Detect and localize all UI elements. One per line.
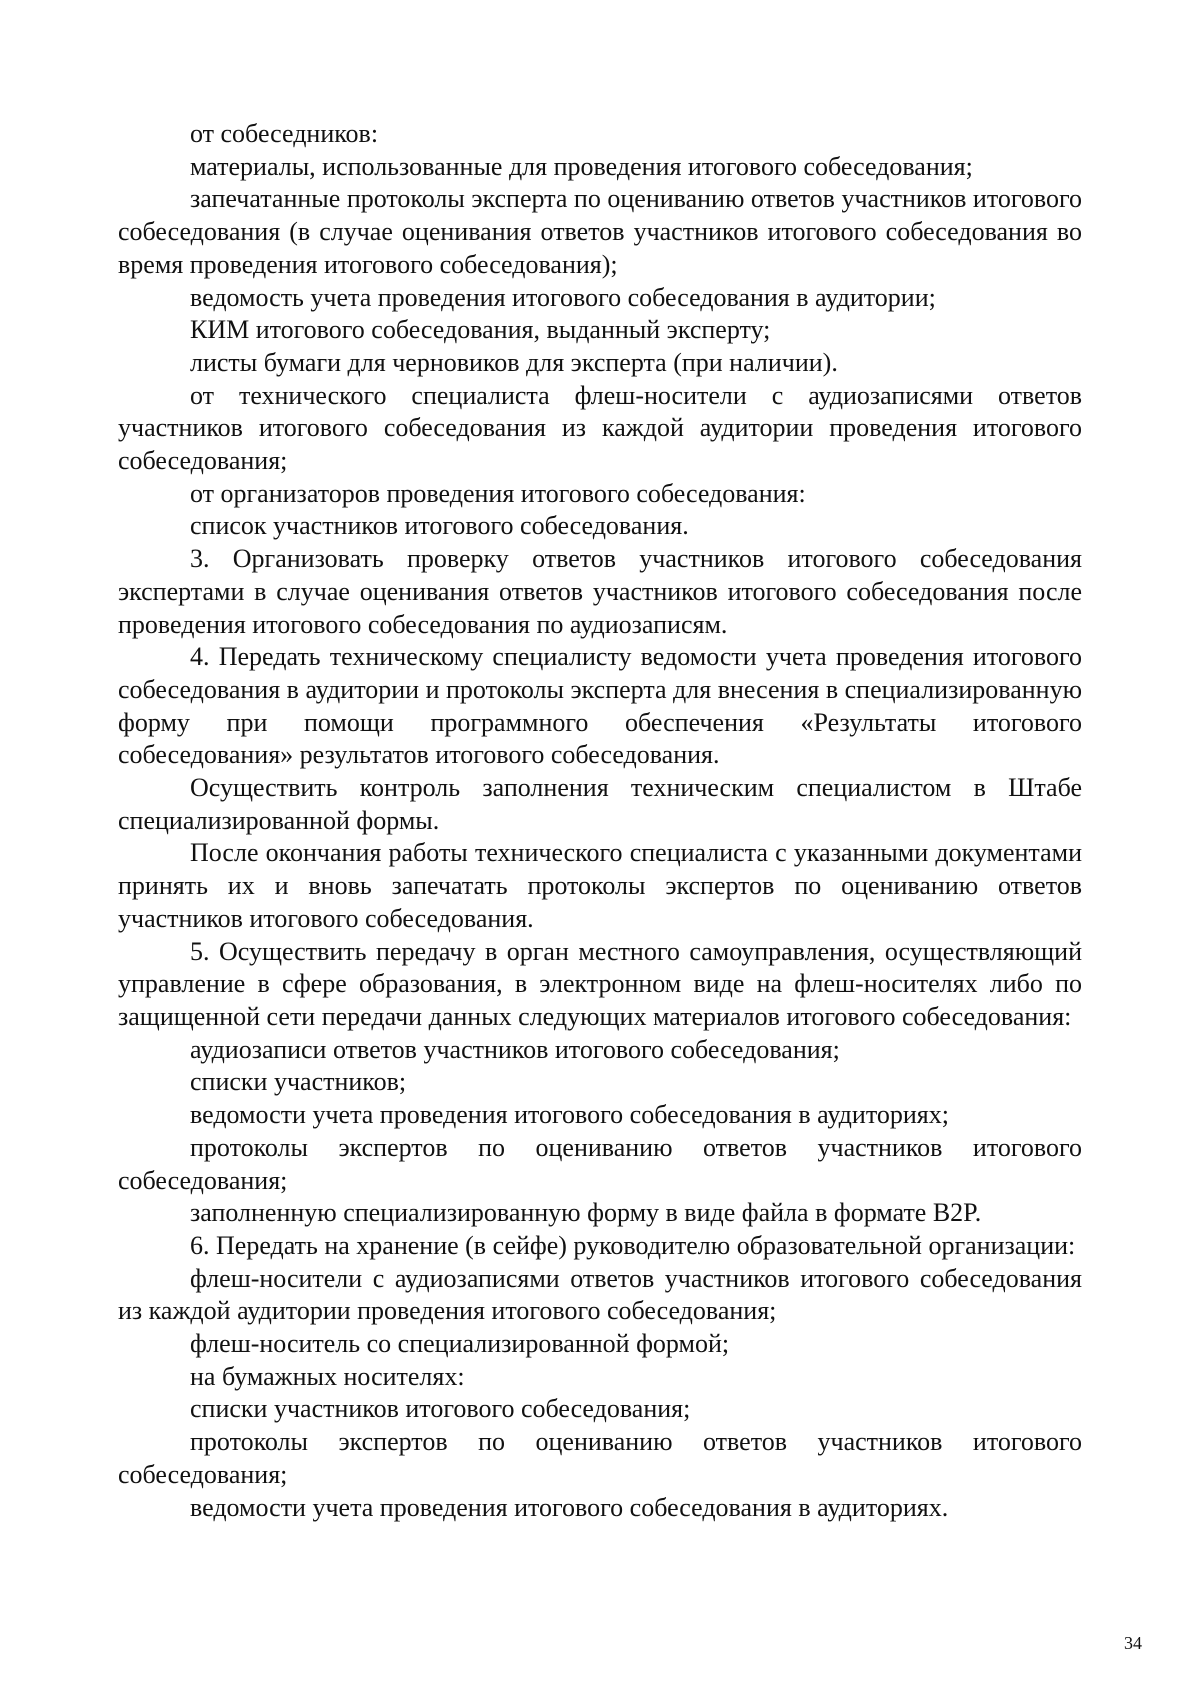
paragraph: списки участников; [190,1067,407,1097]
paragraph: КИМ итогового собеседования, выданный эксперту; [190,315,771,345]
paragraph: 3. Организовать проверку ответов участников итогового собеседования экспертами в случае оценивания ответов участников итогового собеседования после проведения итогового собеседования по аудиозаписям. [118,544,1082,639]
paragraph: протоколы экспертов по оцениванию ответов участников итогового собеседования; [118,1427,1082,1489]
page-number: 34 [1124,1633,1142,1653]
paragraph: ведомости учета проведения итогового собеседования в аудиториях; [190,1100,949,1130]
body-text [118,118,1082,1524]
paragraph: 5. Осуществить передачу в орган местного самоуправления, осуществляющий управление в сфере образования, в электронном виде на флеш-носителях либо по защищенной сети передачи данных следующих материалов итогового собеседования: [118,936,1082,1031]
paragraph: аудиозаписи ответов участников итогового собеседования; [190,1034,840,1064]
paragraph: флеш-носитель со специализированной формой; [190,1329,730,1359]
paragraph: Осуществить контроль заполнения техническим специалистом в Штабе специализированной формы. [118,773,1082,835]
paragraph: ведомость учета проведения итогового собеседования в аудитории; [190,282,936,312]
paragraph: материалы, использованные для проведения итогового собеседования; [190,151,973,181]
paragraph: список участников итогового собеседования. [190,511,689,541]
paragraph: 6. Передать на хранение (в сейфе) руководителю образовательной организации: [190,1230,1076,1260]
paragraph: флеш-носители с аудиозаписями ответов участников итогового собеседования из каждой аудитории проведения итогового собеседования; [118,1263,1082,1326]
paragraph: 4. Передать техническому специалисту ведомости учета проведения итогового собеседования в аудитории и протоколы эксперта для внесения в специализированную форму при помощи программного обеспечения «Результаты итогового собеседования» результатов итогового собеседования. [118,642,1082,770]
paragraph: листы бумаги для черновиков для эксперта (при наличии). [190,347,838,377]
paragraph: от организаторов проведения итогового собеседования: [190,478,806,508]
paragraph: на бумажных носителях: [190,1361,465,1391]
paragraph: запечатанные протоколы эксперта по оцениванию ответов участников итогового собеседования (в случае оценивания ответов участников итогового собеседования во время проведения итогового собеседования); [118,184,1082,279]
paragraph: от технического специалиста флеш-носители с аудиозаписями ответов участников итогового собеседования из каждой аудитории проведения итогового собеседования; [118,380,1082,476]
paragraph: протоколы экспертов по оцениванию ответов участников итогового собеседования; [118,1132,1082,1195]
paragraph: от собеседников: [190,119,379,148]
paragraph: После окончания работы технического специалиста с указанными документами принять их и вновь запечатать протоколы экспертов по оцениванию ответов участников итогового собеседования. [118,838,1082,933]
paragraph: списки участников итогового собеседования; [190,1394,691,1424]
paragraph: заполненную специализированную форму в виде файла в формате B2P. [190,1198,982,1228]
paragraph: ведомости учета проведения итогового собеседования в аудиториях. [190,1492,949,1522]
